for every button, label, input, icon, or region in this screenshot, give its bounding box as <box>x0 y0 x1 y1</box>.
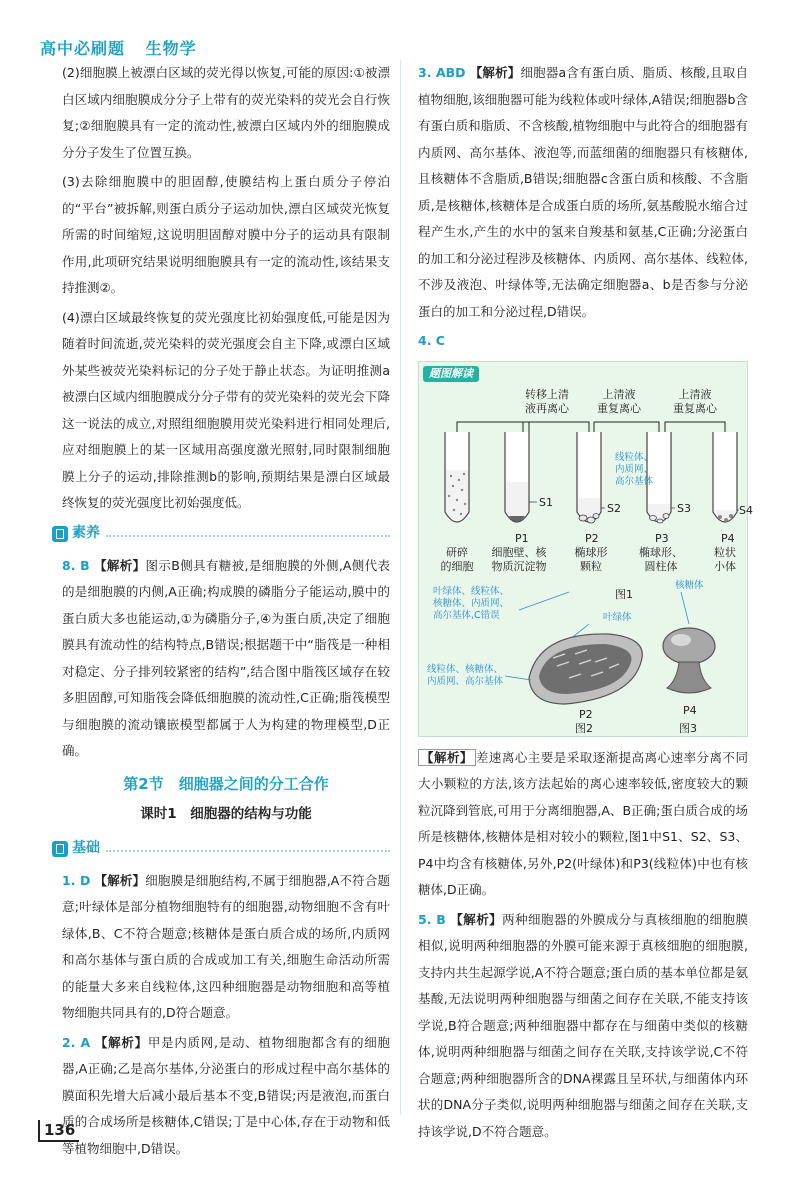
label-p1: P1 <box>515 531 529 545</box>
page-number: 136 <box>38 1120 79 1142</box>
desc-1b: 物质沉淀物 <box>491 559 547 573</box>
dotted-rule <box>106 535 390 537</box>
running-header <box>40 36 211 59</box>
chloroplast-label: 叶绿体 <box>603 611 632 623</box>
section-header-suyang <box>52 521 390 547</box>
label-p3: P3 <box>655 531 669 545</box>
label-p2: P2 <box>585 531 599 545</box>
fig1-caption: 图1 <box>615 587 633 601</box>
question-2 <box>62 1030 390 1163</box>
chloroplast-drawing <box>529 633 642 703</box>
book-title: 高中必刷题 <box>40 39 126 58</box>
label-p4-fig3: P4 <box>683 703 697 717</box>
bottom-note: 线粒体、核糖体、内质网、高尔基体 <box>427 663 504 687</box>
subject-title: 生物学 <box>145 39 197 58</box>
figure-drawing <box>419 362 753 738</box>
question-8 <box>62 553 390 765</box>
analysis-text: 差速离心主要是采取逐渐提高离心速率分离不同大小颗粒的方法,该方法起始的离心速率较低,密度较大的颗粒沉降到管底,可用于分离细胞器,A、B正确;蛋白质合成的场所是核糖体,核糖体是相对较小的颗粒,图1中S1、S2、S3、P4中均含有核糖体,另外,P2(叶绿体)和P3(线粒体)中也有核糖体,D正确。 <box>418 749 748 897</box>
answer-paragraph-2: (2)细胞膜上被漂白区域的荧光得以恢复,可能的原因:①被漂白区域内细胞膜成分分子上带有的荧光染料的荧光会自行恢复;②细胞膜具有一定的流动性,被漂白区域内外的细胞膜成分分子发生了位置互换。 <box>62 65 390 160</box>
step2b-label: 重复离心 <box>597 401 641 415</box>
label-p4: P4 <box>721 531 735 545</box>
step2-label: 上清液 <box>602 387 636 401</box>
label-s4: S4 <box>739 503 753 517</box>
fig3-caption: 图3 <box>679 721 697 735</box>
desc-3b: 圆柱体 <box>644 559 678 573</box>
analysis-tag: 【解析】 <box>449 911 503 927</box>
tube-0 <box>445 432 469 522</box>
analysis-text: 两种细胞器的外膜成分与真核细胞的细胞膜相似,说明两种细胞器的外膜可能来源于真核细胞的细胞膜,支持内共生起源学说,A不符合题意;蛋白质的基本单位都是氨基酸,无法说明两种细胞器与细菌之间存在关联,不能支持该学说,B符合题意;两种细胞器中都存在与细菌中类似的核糖体,说明两种细胞器与细菌之间存在关联,支持该学说,C不符合题意;两种细胞器所含的DNA裸露且呈环状,与细菌体内环状的DNA分子类似,说明两种细胞器与细菌之间存在关联,支持该学说,D不符合题意。 <box>418 911 748 1139</box>
fig2-caption: 图2 <box>575 721 593 735</box>
label-s1: S1 <box>539 495 553 509</box>
desc-4b: 小体 <box>714 559 736 573</box>
section-title: 基础 <box>72 840 100 857</box>
desc-0b: 的细胞 <box>440 559 474 573</box>
answer-paragraph-3: (3)去除细胞膜中的胆固醇,使膜结构上蛋白质分子停泊的“平台”被拆解,则蛋白质分子运动加快,漂白区域荧光恢复所需的时间缩短,这说明胆固醇对膜中分子的运动具有限制作用,此项研究结果说明细胞膜具有一定的流动性,该结果支持推测②。 <box>62 174 390 295</box>
analysis-text: 甲是内质网,是动、植物细胞都含有的细胞器,A正确;乙是高尔基体,分泌蛋白的形成过程中高尔基体的膜面积先增大后减小最后基本不变,B错误;丙是液泡,而蛋白质的合成场所是核糖体,C错误;丁是中心体,存在于动物和低等植物细胞中,D错误。 <box>62 1034 390 1156</box>
tube-1 <box>505 432 529 522</box>
label-s3: S3 <box>677 501 691 515</box>
ribosome-label: 核糖体 <box>675 579 704 591</box>
question-4 <box>418 745 748 904</box>
section-title: 素养 <box>72 525 100 542</box>
step1b-label: 液再离心 <box>525 401 569 415</box>
section-icon <box>52 841 68 857</box>
centrifugation-figure <box>418 361 753 737</box>
answer-paragraph-4: (4)漂白区域最终恢复的荧光强度比初始强度低,可能是因为随着时间流逝,荧光染料的荧光强度会自主下降,或漂白区域外某些被荧光染料标记的分子处于静止状态。为证明推测a被漂白区域内细胞膜成分分子带有的荧光染料的荧光会下降这一说法的成立,对照组细胞膜用荧光染料进行相同处理后,应对细胞膜上的某一区域用高强度激光照射,同时限制细胞膜上分子的运动,排除推测b的影响,预期结果是漂白区域最终恢复的荧光强度比初始强度低。 <box>62 309 390 510</box>
lesson-title: 课时1 细胞器的结构与功能 <box>140 806 312 822</box>
analysis-text: 图示B侧具有糖被,是细胞膜的外侧,A侧代表的是细胞膜的内侧,A正确;构成膜的磷脂分子能运动,膜中的蛋白质大多也能运动,①为磷脂分子,④为蛋白质,决定了细胞膜具有流动性的结构特点,B错误;根据题干中“脂筏是一种相对稳定、分子排列较紧密的结构”,结合图中脂筏区域存在较多胆固醇,可知脂筏会降低细胞膜的流动性,C正确;脂筏模型与细胞膜的流动镶嵌模型都属于人为构建的物理模型,D正确。 <box>62 557 391 758</box>
column-divider <box>400 60 401 1115</box>
right-column <box>418 60 753 1148</box>
analysis-tag: 【解析】 <box>418 749 476 766</box>
step3-label: 上清液 <box>678 387 712 401</box>
tube-4 <box>713 432 737 522</box>
left-column <box>62 60 390 1165</box>
question-number: 1. D <box>62 872 91 888</box>
step1-label: 转移上清 <box>525 387 569 401</box>
desc-0a: 研碎 <box>446 545 468 559</box>
section-header-jichu <box>52 836 390 862</box>
question-3 <box>418 60 748 325</box>
label-s2: S2 <box>607 501 621 515</box>
section-icon <box>52 526 68 542</box>
analysis-tag: 【解析】 <box>94 1034 148 1050</box>
side-note: 线粒体、内质网、高尔基体 <box>615 451 654 487</box>
label-p2-fig2: P2 <box>579 707 593 721</box>
left-note: 叶绿体、线粒体、核糖体、内质网、高尔基体,C错误 <box>433 585 510 621</box>
analysis-tag: 【解析】 <box>469 65 521 80</box>
question-number: 8. B <box>62 557 90 573</box>
question-5 <box>418 907 748 1146</box>
analysis-text: 细胞器a含有蛋白质、脂质、核酸,且取自植物细胞,该细胞器可能为线粒体或叶绿体,A错误;细胞器b含有蛋白质和脂质、不含核酸,植物细胞中与此符合的细胞器有内质网、高尔基体、液泡等,而蓝细菌的细胞器只有核糖体,且核糖体不含脂质,B错误;细胞器c含蛋白质和核酸、不含脂质,是核糖体,核糖体是合成蛋白质的场所,氨基酸脱水缩合过程产生水,产生的水中的氢来自羧基和氨基,C正确;分泌蛋白的加工和分泌过程涉及核糖体、内质网、高尔基体、线粒体,不涉及液泡、叶绿体等,无法确定细胞器a、b是否参与分泌蛋白的加工和分泌过程,D错误。 <box>418 65 748 319</box>
dotted-rule <box>106 850 390 852</box>
question-number: 2. A <box>62 1034 91 1050</box>
question-number: 5. B <box>418 911 446 927</box>
figure-tag: 题图解读 <box>423 366 479 382</box>
organelle-p4-drawing <box>663 628 715 693</box>
step3b-label: 重复离心 <box>673 401 717 415</box>
desc-3a: 椭球形、 <box>639 545 683 559</box>
question-number: 4. C <box>418 333 445 348</box>
analysis-tag: 【解析】 <box>94 872 146 888</box>
tube-2 <box>577 432 601 523</box>
desc-4a: 粒状 <box>714 545 736 559</box>
analysis-tag: 【解析】 <box>93 557 146 573</box>
desc-2b: 颗粒 <box>580 559 602 573</box>
question-number: 3. ABD <box>418 65 466 80</box>
analysis-text: 细胞膜是细胞结构,不属于细胞器,A不符合题意;叶绿体是部分植物细胞特有的细胞器,动物细胞不含有叶绿体,B、C不符合题意;核糖体是蛋白质合成的场所,内质网和高尔基体与蛋白质的合成或加工有关,细胞生命活动所需的能量大多来自线粒体,这四种细胞器是动物细胞和高等植物细胞共同具有的,D符合题意。 <box>62 872 390 1020</box>
question-4-number <box>418 328 748 355</box>
desc-2a: 椭球形 <box>574 545 608 559</box>
chapter-title: 第2节 细胞器之间的分工合作 <box>123 774 329 793</box>
desc-1a: 细胞壁、核 <box>491 545 547 559</box>
question-1 <box>62 868 390 1027</box>
